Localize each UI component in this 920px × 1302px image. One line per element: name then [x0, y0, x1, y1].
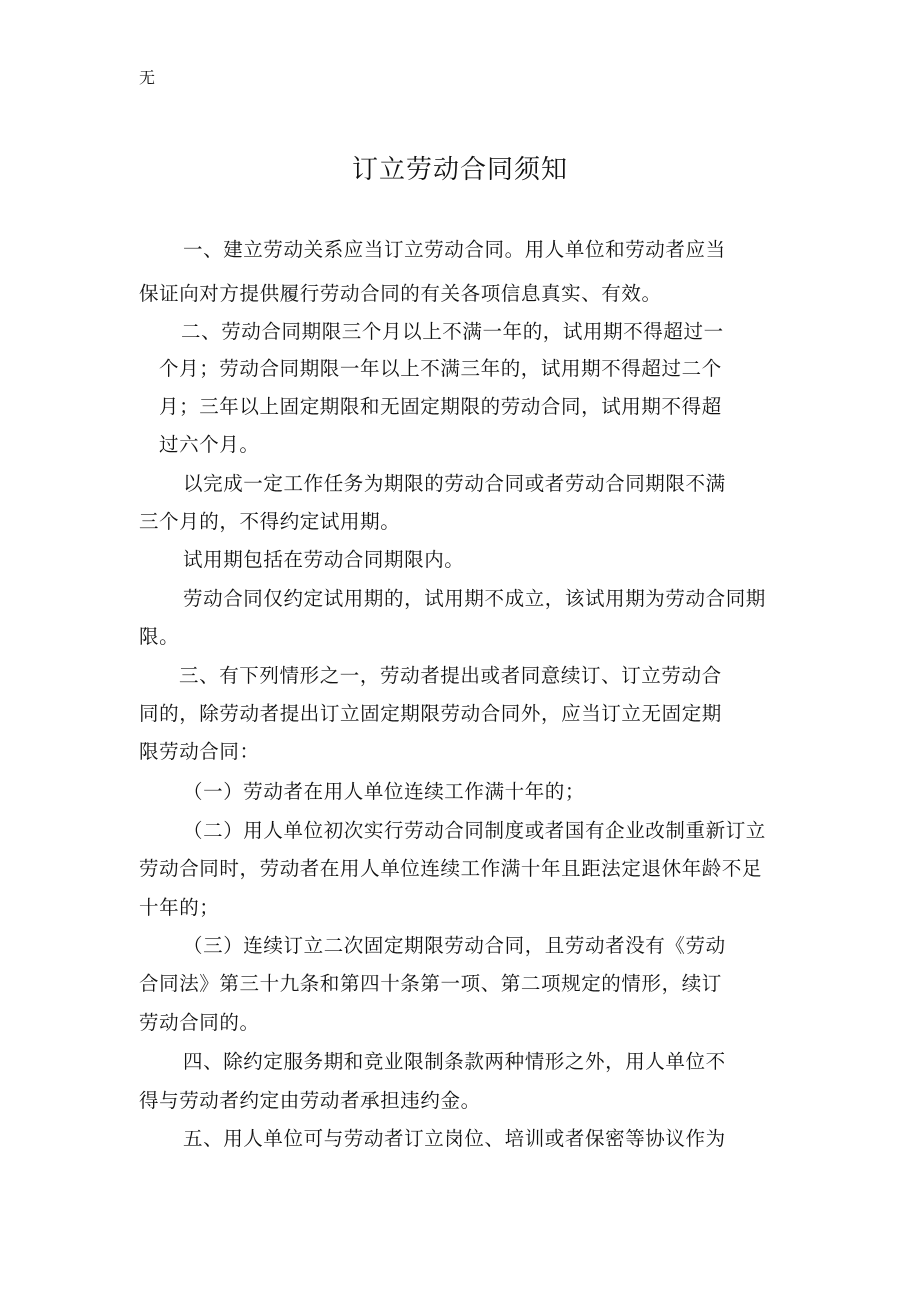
text-line: 个月；劳动合同期限一年以上不满三年的，试用期不得超过二个 [159, 357, 722, 380]
text-line: 劳动合同仅约定试用期的，试用期不成立，该试用期为劳动合同期 [183, 587, 766, 610]
text-line: 一、建立劳动关系应当订立劳动合同。用人单位和劳动者应当 [183, 238, 726, 261]
text-line: 得与劳动者约定由劳动者承担违约金。 [139, 1089, 481, 1112]
text-line: （一）劳动者在用人单位连续工作满十年的； [183, 780, 586, 803]
text-line: 五、用人单位可与劳动者订立岗位、培训或者保密等协议作为 [183, 1127, 726, 1150]
text-line: 过六个月。 [159, 433, 260, 456]
text-line: 十年的； [139, 896, 220, 919]
text-line: 限。 [139, 625, 180, 648]
text-line: （二）用人单位初次实行劳动合同制度或者国有企业改制重新订立 [183, 819, 766, 842]
text-line: 限劳动合同： [139, 740, 260, 763]
text-line: 劳动合同时，劳动者在用人单位连续工作满十年且距法定退休年龄不足 [139, 857, 763, 880]
text-line: 劳动合同的。 [139, 1011, 260, 1034]
text-line: 同的，除劳动者提出订立固定期限劳动合同外，应当订立无固定期 [139, 702, 722, 725]
header-mark: 无 [139, 68, 156, 87]
text-line: 月；三年以上固定期限和无固定期限的劳动合同，试用期不得超 [159, 395, 722, 418]
text-line: 四、除约定服务期和竞业限制条款两种情形之外，用人单位不 [183, 1050, 726, 1073]
text-line: （三）连续订立二次固定期限劳动合同，且劳动者没有《劳动 [183, 934, 726, 957]
text-line: 保证向对方提供履行劳动合同的有关各项信息真实、有效。 [139, 282, 662, 305]
text-line: 以完成一定工作任务为期限的劳动合同或者劳动合同期限不满 [183, 472, 726, 495]
text-line: 三、有下列情形之一，劳动者提出或者同意续订、订立劳动合 [179, 664, 722, 687]
text-line: 合同法》第三十九条和第四十条第一项、第二项规定的情形，续订 [139, 972, 722, 995]
text-line: 二、劳动合同期限三个月以上不满一年的，试用期不得超过一 [181, 320, 724, 343]
text-line: 试用期包括在劳动合同期限内。 [183, 548, 465, 571]
text-line: 三个月的，不得约定试用期。 [139, 510, 401, 533]
document-title: 订立劳动合同须知 [351, 155, 568, 185]
